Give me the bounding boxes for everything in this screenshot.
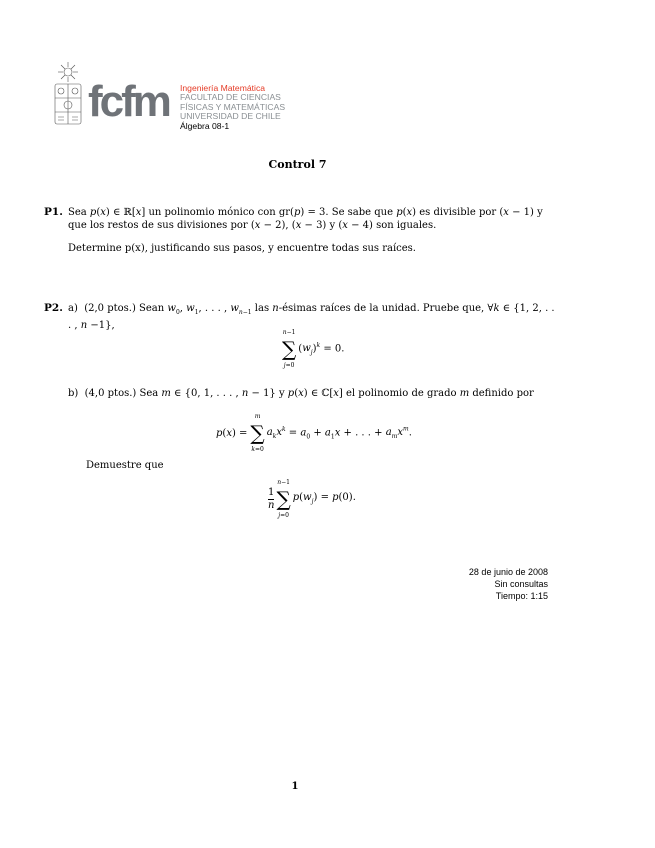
university-seal-logo [52,62,84,130]
footer-info [469,566,548,603]
course-name: Álgebra 08-1 [180,120,230,131]
exam-time: Tiempo: 1:15 [495,591,548,602]
university-name: UNIVERSIDAD DE CHILE [180,111,281,122]
faculty-line-1: FACULTAD DE CIENCIAS [180,92,281,103]
equation-sum-powers: n−1 ∑ j=0 $(w_j)^k = 0$. [282,329,345,369]
page-number: 1 [291,781,299,792]
exam-consult-note: Sin consultas [494,579,548,590]
header-institution-block [180,84,285,131]
problem-1-question: Determine p(x), justificando sus pasos, y encuentre todas sus raíces. [68,243,416,254]
fcfm-logo: fcfm [88,77,169,126]
problem-2b-demuestre: Demuestre que [86,460,164,471]
problem-2a-statement: a) (2,0 ptos.) Sean $w_0$, $w_1$, . . . , $w_{n-1}$ las n-ésimas raíces de la unidad. Pruebe que, ∀k ∈ {1, 2, . . . , n −1}, [68,303,555,331]
equation-mean-value: 1 n n−1 ∑ j=0 $p(w_j) = p(0)$. [268,479,356,519]
problem-1-statement: Sea p(x) ∈ ℝ[x] un polinomio mónico con gr(p) = 3. Se sabe que p(x) es divisible por (x − 1) y que los restos de sus divisiones por (x − 2), (x − 3) y (x − 4) son iguales. [68,207,543,231]
department-name: Ingeniería Matemática [180,83,266,93]
exam-date: 28 de junio de 2008 [468,567,548,577]
faculty-line-2: FÍSICAS Y MATEMÁTICAS [180,101,286,112]
page-title: Control 7 [268,158,327,171]
equation-polynomial-definition: p(x) = m ∑ k=0 $a_kx^k = a_0 + a_1x$ + . . . + $a_mx^m$. [216,413,412,453]
problem-1-label: P1. [44,206,63,218]
problem-2b-statement: b) (4,0 ptos.) Sea m ∈ {0, 1, . . . , n − 1} y p(x) ∈ ℂ[x] el polinomio de grado m definido por [68,388,534,399]
problem-2-label: P2. [44,302,63,314]
